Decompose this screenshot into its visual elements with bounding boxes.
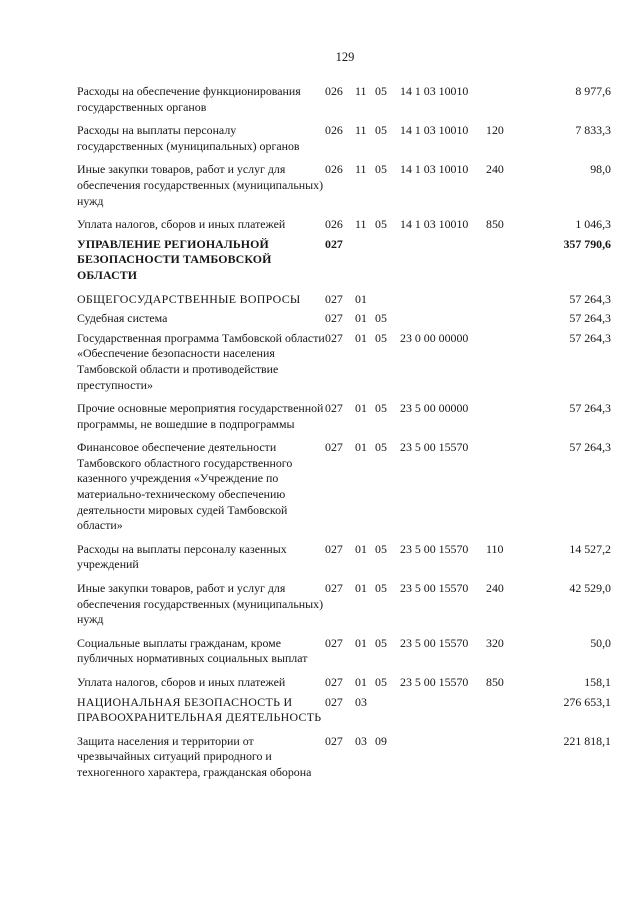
row-subsection-code: 05 — [375, 123, 387, 138]
table-row-department — [77, 237, 611, 284]
row-expense-type-code: 110 — [486, 541, 504, 556]
row-subsection-code: 05 — [375, 675, 387, 689]
table-row — [77, 734, 611, 781]
row-target-article-code: 23 5 00 15570 — [400, 440, 469, 455]
row-section-code: 01 — [355, 440, 367, 455]
row-name: Защита населения и территории от чрезвычайных ситуаций природного и техногенного характера, гражданская оборона — [77, 733, 312, 779]
row-ved-code: 026 — [325, 162, 343, 177]
row-ved-code: 027 — [325, 311, 343, 326]
row-section-code: 01 — [355, 330, 367, 345]
row-target-article-code: 14 1 03 10010 — [400, 84, 469, 98]
row-name: Расходы на обеспечение функционирования государственных органов — [77, 84, 301, 114]
table-row — [77, 84, 611, 115]
row-name: УПРАВЛЕНИЕ РЕГИОНАЛЬНОЙ БЕЗОПАСНОСТИ ТАМБОВСКОЙ ОБЛАСТИ — [77, 236, 272, 282]
row-subsection-code: 05 — [375, 635, 387, 650]
row-section-code: 01 — [355, 635, 367, 650]
row-target-article-code: 23 5 00 15570 — [400, 541, 469, 556]
row-name: Прочие основные мероприятия государственной программы, не вошедшие в подпрограммы — [77, 401, 324, 431]
row-target-article-code: 14 1 03 10010 — [400, 162, 469, 177]
row-target-article-code: 14 1 03 10010 — [400, 123, 469, 138]
row-name: Расходы на выплаты персоналу государственных (муниципальных) органов — [77, 123, 300, 153]
row-ved-code: 027 — [325, 733, 343, 748]
row-amount: 57 264,3 — [569, 401, 611, 416]
row-amount: 7 833,3 — [575, 123, 611, 138]
row-ved-code: 026 — [325, 84, 343, 98]
row-amount: 14 527,2 — [569, 541, 611, 556]
table-row — [77, 636, 611, 667]
row-ved-code: 026 — [325, 123, 343, 138]
row-amount: 57 264,3 — [569, 311, 611, 326]
row-subsection-code: 05 — [375, 330, 387, 345]
row-section-code: 11 — [355, 217, 367, 232]
row-target-article-code: 23 5 00 15570 — [400, 635, 469, 650]
row-name: Иные закупки товаров, работ и услуг для обеспечения государственных (муниципальных) нужд — [77, 581, 324, 627]
table-row-section — [77, 292, 611, 308]
row-amount: 50,0 — [590, 635, 611, 650]
row-amount: 57 264,3 — [569, 291, 611, 306]
table-row — [77, 542, 611, 573]
row-expense-type-code: 240 — [486, 581, 504, 596]
row-section-code: 01 — [355, 401, 367, 416]
row-section-code: 03 — [355, 733, 367, 748]
row-name: Иные закупки товаров, работ и услуг для обеспечения государственных (муниципальных) нужд — [77, 162, 324, 208]
row-subsection-code: 05 — [375, 84, 387, 98]
row-name: Уплата налогов, сборов и иных платежей — [77, 217, 286, 232]
row-name: Государственная программа Тамбовской области «Обеспечение безопасности населения Тамбовской области и противодействие преступности» — [77, 330, 325, 392]
row-expense-type-code: 120 — [486, 123, 504, 138]
row-subsection-code: 05 — [375, 401, 387, 416]
row-subsection-code: 05 — [375, 217, 387, 232]
table-row — [77, 162, 611, 209]
row-expense-type-code: 850 — [486, 675, 504, 689]
row-ved-code: 027 — [325, 236, 343, 251]
row-name: Социальные выплаты гражданам, кроме публичных нормативных социальных выплат — [77, 635, 308, 666]
row-section-code: 01 — [355, 581, 367, 596]
row-subsection-code: 05 — [375, 541, 387, 556]
row-name: Расходы на выплаты персоналу казенных учреждений — [77, 541, 287, 572]
row-subsection-code: 09 — [375, 733, 387, 748]
row-name: ОБЩЕГОСУДАРСТВЕННЫЕ ВОПРОСЫ — [77, 291, 301, 306]
table-row — [77, 675, 611, 691]
row-ved-code: 027 — [325, 401, 343, 416]
row-amount: 8 977,6 — [575, 84, 611, 98]
table-row — [77, 401, 611, 432]
row-name: Уплата налогов, сборов и иных платежей — [77, 675, 286, 689]
row-ved-code: 026 — [325, 217, 343, 232]
row-section-code: 11 — [355, 162, 367, 177]
row-section-code: 03 — [355, 694, 367, 709]
budget-table — [77, 84, 611, 789]
row-amount: 357 790,6 — [563, 236, 611, 251]
row-target-article-code: 23 0 00 00000 — [400, 330, 469, 345]
row-target-article-code: 23 5 00 15570 — [400, 675, 469, 689]
row-ved-code: 027 — [325, 541, 343, 556]
row-amount: 276 653,1 — [563, 694, 611, 709]
row-section-code: 01 — [355, 311, 367, 326]
row-amount: 98,0 — [590, 162, 611, 177]
row-subsection-code: 05 — [375, 440, 387, 455]
row-ved-code: 027 — [325, 291, 343, 306]
row-ved-code: 027 — [325, 675, 343, 689]
row-amount: 42 529,0 — [569, 581, 611, 596]
row-section-code: 01 — [355, 541, 367, 556]
table-row — [77, 217, 611, 233]
row-section-code: 11 — [355, 84, 367, 98]
table-row — [77, 581, 611, 628]
row-subsection-code: 05 — [375, 581, 387, 596]
row-target-article-code: 23 5 00 00000 — [400, 401, 469, 416]
table-row — [77, 331, 611, 393]
row-subsection-code: 05 — [375, 162, 387, 177]
row-amount: 158,1 — [584, 675, 611, 689]
row-target-article-code: 23 5 00 15570 — [400, 581, 469, 596]
row-name: Судебная система — [77, 311, 168, 326]
row-section-code: 01 — [355, 675, 367, 689]
row-amount: 221 818,1 — [563, 733, 611, 748]
table-row — [77, 123, 611, 154]
row-section-code: 01 — [355, 291, 367, 306]
row-expense-type-code: 320 — [486, 635, 504, 650]
row-name: Финансовое обеспечение деятельности Тамбовского областного государственного казенного учреждения «Учреждение по материально-техническому обеспечению деятельности мировых судей Тамбовской области» — [77, 440, 293, 533]
row-expense-type-code: 240 — [486, 162, 504, 177]
row-subsection-code: 05 — [375, 311, 387, 326]
row-amount: 57 264,3 — [569, 330, 611, 345]
row-ved-code: 027 — [325, 694, 343, 709]
row-name: НАЦИОНАЛЬНАЯ БЕЗОПАСНОСТЬ И ПРАВООХРАНИТЕЛЬНАЯ ДЕЯТЕЛЬНОСТЬ — [77, 694, 322, 725]
table-row-section — [77, 695, 611, 726]
row-ved-code: 027 — [325, 635, 343, 650]
page-number: 129 — [335, 50, 355, 64]
row-expense-type-code: 850 — [486, 217, 504, 232]
row-amount: 57 264,3 — [569, 440, 611, 455]
table-row — [77, 440, 611, 534]
row-section-code: 11 — [355, 123, 367, 138]
row-ved-code: 027 — [325, 440, 343, 455]
table-row — [77, 311, 611, 327]
row-ved-code: 027 — [325, 330, 343, 345]
row-amount: 1 046,3 — [575, 217, 611, 232]
row-target-article-code: 14 1 03 10010 — [400, 217, 469, 232]
row-ved-code: 027 — [325, 581, 343, 596]
